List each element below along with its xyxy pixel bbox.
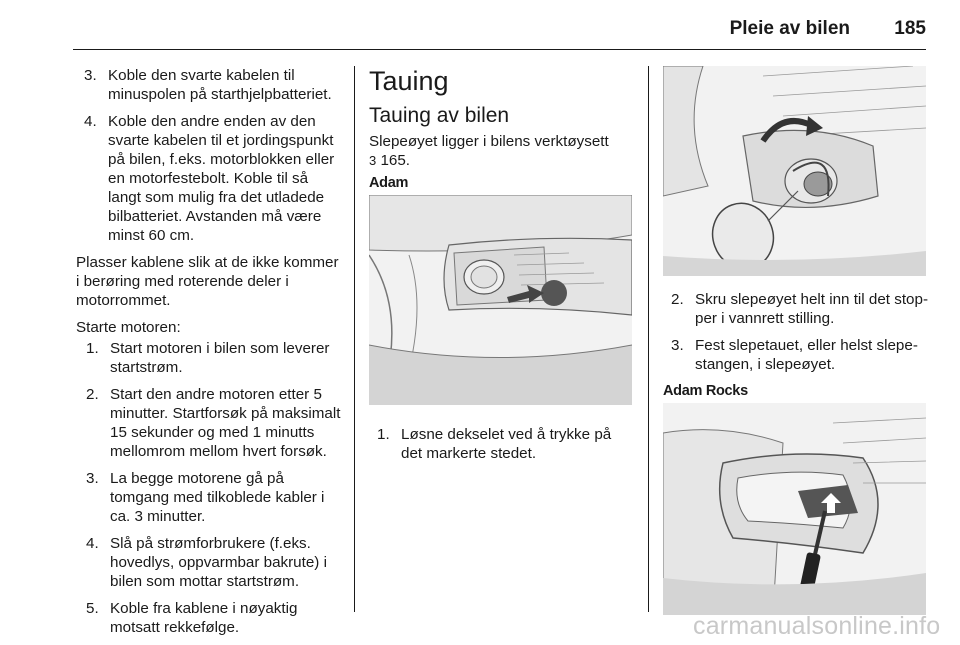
list-item xyxy=(76,112,342,245)
column-divider-2 xyxy=(648,66,649,612)
model-label: Adam Rocks xyxy=(663,383,748,399)
column-1 xyxy=(76,66,342,645)
step-text: Koble fra kablene i nøyaktig motsatt rekkefølge. xyxy=(110,600,298,636)
step-number: 1. xyxy=(86,340,99,357)
list-item xyxy=(76,534,342,591)
list-item xyxy=(76,385,342,461)
list-item xyxy=(76,339,342,377)
list-item xyxy=(76,469,342,526)
step-number: 1. xyxy=(377,426,390,443)
step-text: Fest slepetauet, eller helst slepestangen, i slepeøyet. xyxy=(695,337,918,373)
step-text: Løsne dekselet ved å trykke på det markerte stedet. xyxy=(401,426,612,462)
list-item xyxy=(76,599,342,637)
step-text: Start motoren i bilen som leverer startstrøm. xyxy=(110,340,330,376)
step-number: 5. xyxy=(86,600,99,617)
step-number: 2. xyxy=(671,291,684,308)
column-2 xyxy=(369,66,634,471)
adam-rocks-bumper-illustration xyxy=(663,403,926,615)
subsection-heading: Tauing av bilen xyxy=(369,104,510,127)
header-title: Pleie av bilen xyxy=(729,18,850,39)
towing-eye-illustration xyxy=(663,66,926,276)
step-text: Skru slepeøyet helt inn til det stopper i vannrett stilling. xyxy=(695,291,928,327)
intro-paragraph xyxy=(369,132,634,170)
model-label: Adam xyxy=(369,175,409,191)
page-ref: 165. xyxy=(380,152,411,169)
step-text: La begge motorene gå på tomgang med tilkoblede kabler i ca. 3 minutter. xyxy=(110,470,325,525)
step-text: Slå på strømforbrukere (f.eks. hovedlys, oppvarmbar bakrute) i bilen som mottar startstrøm. xyxy=(110,535,327,590)
column-3 xyxy=(663,66,928,615)
list-item xyxy=(663,290,928,328)
paragraph: Plasser kablene slik at de ikke kommer i berøring med roterende deler i motorrommet. xyxy=(76,254,339,309)
step-text: Koble den andre enden av den svarte kabelen til et jordingspunkt på bilen, f.eks. motorblokken eller en motorfestebolt. Koble til så langt som mulig fra det utladede bilbatteriet. Avstanden må være minst 60 cm. xyxy=(108,113,335,244)
paragraph: Starte motoren: xyxy=(76,319,181,336)
step-number: 2. xyxy=(86,386,99,403)
step-number: 4. xyxy=(84,113,97,130)
step-text: Koble den svarte kabelen til minuspolen på starthjelpbatteriet. xyxy=(108,67,332,103)
adam-bumper-illustration xyxy=(369,195,632,405)
step-number: 3. xyxy=(84,67,97,84)
page-ref-arrow-icon: 3 xyxy=(369,153,377,168)
list-item xyxy=(663,336,928,374)
step-number: 4. xyxy=(86,535,99,552)
list-item xyxy=(76,66,342,104)
step-text: Start den andre motoren etter 5 minutter. Startforsøk på maksimalt 15 sekunder og med 1 minutts mellomrom mellom hvert forsøk. xyxy=(110,386,341,460)
list-item xyxy=(369,425,634,463)
step-number: 3. xyxy=(86,470,99,487)
page-number: 185 xyxy=(894,18,926,39)
section-heading: Tauing xyxy=(369,66,449,96)
watermark: carmanualsonline.info xyxy=(693,612,941,640)
column-divider-1 xyxy=(354,66,355,612)
step-number: 3. xyxy=(671,337,684,354)
header-rule xyxy=(73,49,926,50)
intro-text: Slepeøyet ligger i bilens verktøysett xyxy=(369,133,609,150)
